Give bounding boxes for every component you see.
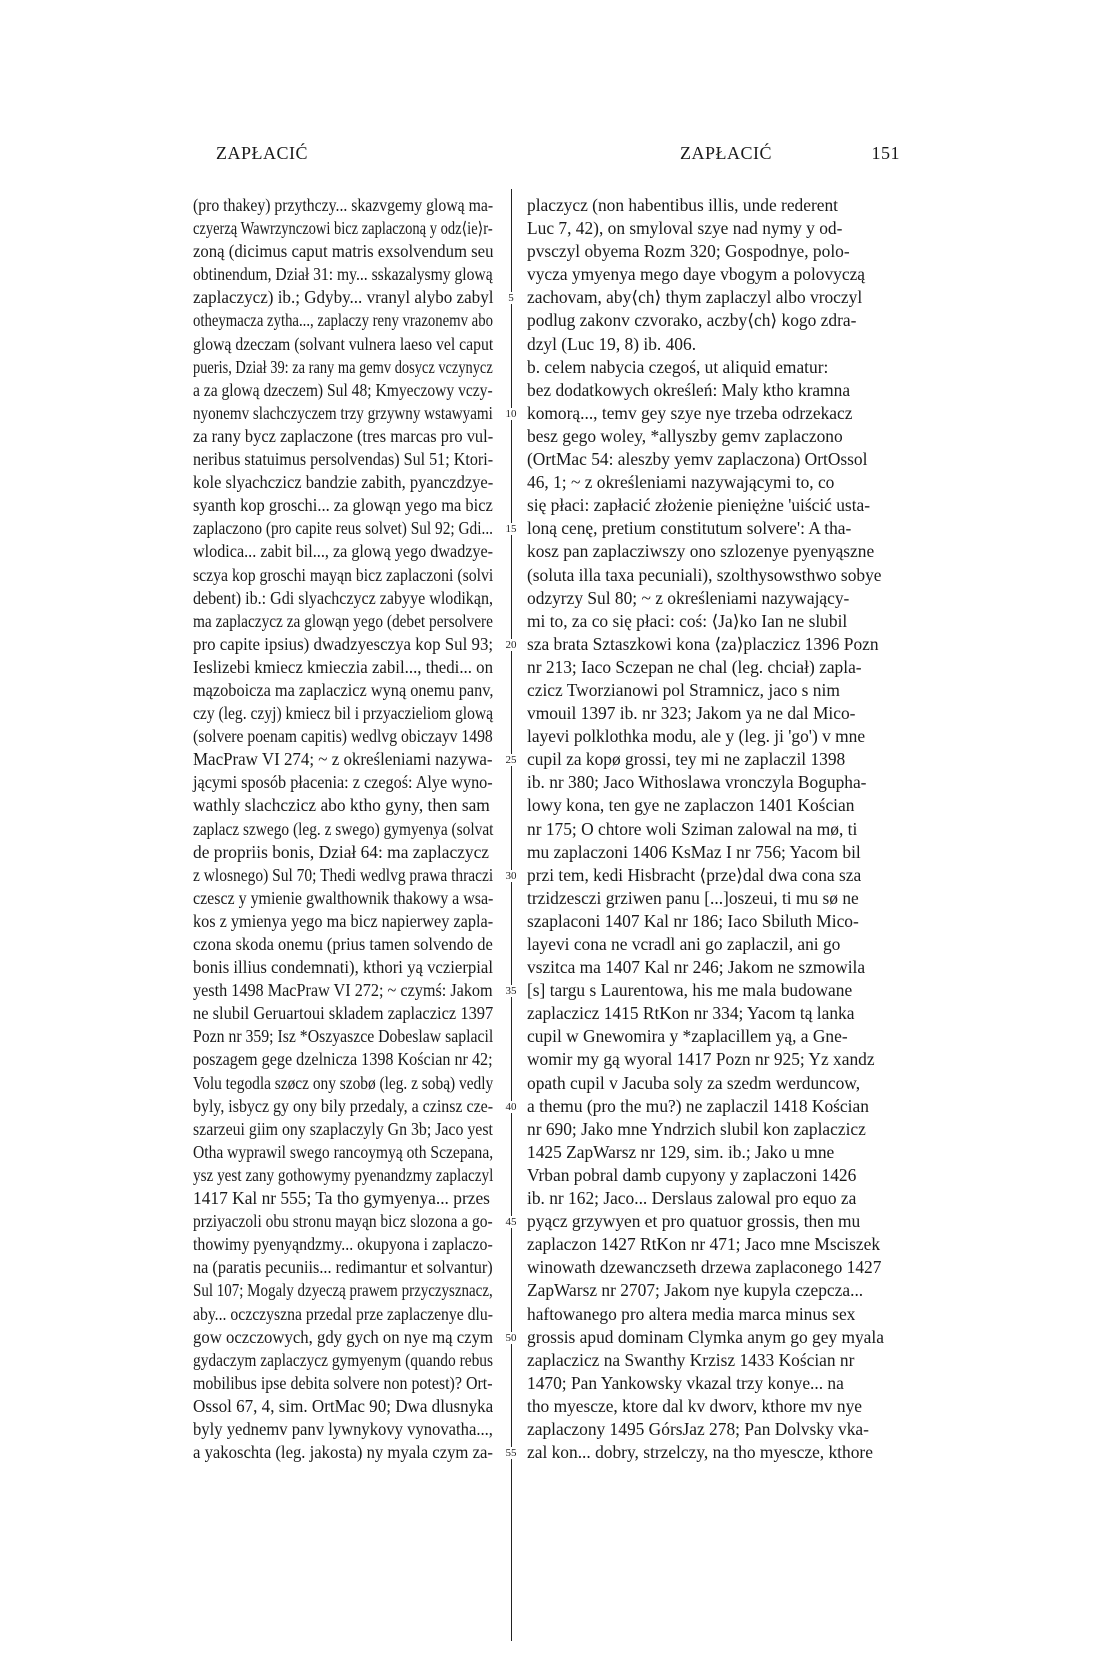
text-line: (solvere poenam capitis) wedlvg obiczayv 1498 bbox=[193, 726, 493, 747]
text-line: komorą..., temv gey szye nye trzeba odrzekacz bbox=[527, 402, 853, 423]
text-line: 1425 ZapWarsz nr 129, sim. ib.; Jako u mne bbox=[527, 1141, 835, 1162]
text-line: czona skoda onemu (prius tamen solvendo de bbox=[193, 934, 493, 954]
text-line: odzyrzy Sul 80; ~ z określeniami nazywający- bbox=[527, 587, 850, 608]
text-line: aby... oczczyszna przedal prze zaplaczenye dlu- bbox=[193, 1303, 493, 1324]
text-line: cupil za kopø grossi, tey mi ne zaplaczil 1398 bbox=[527, 749, 846, 770]
text-line: Otha wyprawil swego rancoymyą oth Sczepana, bbox=[193, 1141, 494, 1162]
text-line: besz gego woley, *allyszby gemv zaplaczono bbox=[527, 425, 843, 446]
running-head-left: ZAPŁACIĆ bbox=[215, 143, 308, 163]
text-line: ZapWarsz nr 2707; Jakom nye kupyla czepcza... bbox=[527, 1280, 864, 1301]
text-line: (pro thakey) przythczy... skazvgemy glową ma- bbox=[193, 195, 494, 215]
text-line: zaplaczycz) ib.; Gdyby... vranyl alybo zabyl bbox=[193, 287, 494, 308]
text-line: Pozn nr 359; Isz *Oszyaszce Dobeslaw saplacil bbox=[193, 1026, 494, 1047]
text-line: pueris, Dział 39: za rany ma gemv dosycz vczynycz bbox=[193, 356, 493, 377]
text-line: sczya kop groschi mayąn bicz zaplaczoni (solvi bbox=[193, 564, 494, 585]
text-line: winowath dzewanczseth drzewa zaplaconego 1427 bbox=[527, 1257, 882, 1278]
text-line: ne slubil Geruartoui skladem zaplaczicz 1397 bbox=[193, 1003, 494, 1024]
text-line: za rany bycz zaplaczone (tres marcas pro vul- bbox=[193, 425, 494, 446]
text-line: kole slyachczicz bandzie zabith, pyanczdzye- bbox=[193, 472, 494, 493]
text-line: tho myescze, ktore dal kv dworv, kthore mv nye bbox=[527, 1395, 862, 1416]
text-line: cupil w Gnewomira y *zaplacillem yą, a Gne- bbox=[527, 1026, 848, 1047]
text-line: mu zaplaczoni 1406 KsMaz I nr 756; Yacom bil bbox=[527, 841, 861, 862]
text-line: vmouil 1397 ib. nr 323; Jakom ya ne dal Mico- bbox=[527, 703, 856, 724]
text-line: bonis illius condemnati), kthori yą vczierpial bbox=[193, 957, 493, 978]
text-line: prziyaczoli obu stronu mayąn bicz slozona a go- bbox=[193, 1211, 493, 1232]
text-line: pvsczyl obyema Rozm 320; Gospodnye, polo- bbox=[527, 241, 850, 262]
text-line: syanth kop groschi... za glowąn yego ma bicz bbox=[193, 495, 493, 516]
text-line: Ossol 67, 4, sim. OrtMac 90; Dwa dlusnyka bbox=[193, 1395, 494, 1416]
text-line: neribus statuimus persolvendas) Sul 51; Ktori- bbox=[193, 449, 494, 470]
text-line: byly yednemv panv lywnykovy vynovatha..., bbox=[193, 1418, 493, 1439]
text-line: sza brata Sztaszkowi kona ⟨za⟩placzicz 1396 Pozn bbox=[527, 633, 879, 654]
text-line: trzidzesczi grziwen panu [...]oszeui, ti mu sø ne bbox=[527, 887, 859, 908]
text-line: czescz y ymienie gwalthownik thakowy a wsa- bbox=[193, 887, 494, 908]
text-line: kos z ymienya yego ma bicz napierwey zapla- bbox=[193, 910, 494, 931]
text-line: Luc 7, 42), on smyloval szye nad nymy y od- bbox=[527, 218, 843, 239]
text-line: zaplaczono (pro capite reus solvet) Sul 92; Gdi... bbox=[193, 518, 494, 539]
column-divider bbox=[511, 189, 512, 1641]
text-line: opath cupil v Jacuba soly za szedm werduncow, bbox=[527, 1072, 861, 1093]
text-line: a themu (pro the mu?) ne zaplaczil 1418 Kościan bbox=[527, 1095, 869, 1116]
text-line: podlug zakonv czvorako, aczby⟨ch⟩ kogo zdra- bbox=[527, 310, 857, 331]
text-line: loną cenę, pretium constitutum solvere': A tha- bbox=[527, 518, 852, 539]
text-line: b. celem nabycia czegoś, ut aliquid ematur: bbox=[527, 356, 829, 377]
line-number: 10 bbox=[500, 408, 522, 420]
text-line: zachovam, aby⟨ch⟩ thym zaplaczyl albo vroczyl bbox=[527, 287, 863, 308]
line-number: 15 bbox=[500, 523, 522, 535]
text-line: ib. nr 380; Jaco Withoslawa vronczyla Bogupha- bbox=[527, 772, 867, 793]
text-line: zaplaczicz 1415 RtKon nr 334; Yacom tą lanka bbox=[527, 1003, 855, 1024]
text-line: otheymacza zytha..., zaplaczy reny vrazonemv abo bbox=[193, 310, 493, 331]
text-line: Volu tegodla szøcz ony szobø (leg. z sobą) vedly bbox=[193, 1072, 494, 1093]
text-line: obtinendum, Dział 31: my... sskazalysmy glową bbox=[193, 264, 493, 285]
text-line: Sul 107; Mogaly dzyeczą prawem przyczysznacz, bbox=[193, 1280, 493, 1301]
text-line: pro capite ipsius) dwadzyesczya kop Sul 93; bbox=[193, 633, 494, 654]
left-column bbox=[193, 194, 493, 1464]
text-line: nr 213; Iaco Sczepan ne chal (leg. chciał) zapla- bbox=[527, 656, 862, 677]
text-line: grossis apud dominam Clymka anym go gey myala bbox=[527, 1326, 884, 1347]
right-column bbox=[527, 194, 898, 1464]
text-line: 46, 1; ~ z określeniami nazywającymi to, co bbox=[527, 472, 835, 493]
text-line: zoną (dicimus caput matris exsolvendum seu bbox=[193, 241, 494, 262]
text-line: nr 175; O chtore woli Sziman zalowal na mø, ti bbox=[527, 818, 858, 839]
line-number: 55 bbox=[500, 1447, 522, 1459]
text-line: nyonemv slachczyczem trzy grzywny wstawyami bbox=[193, 402, 493, 423]
text-line: a yakoschta (leg. jakosta) ny myala czym za- bbox=[193, 1442, 493, 1463]
text-line: dzyl (Luc 19, 8) ib. 406. bbox=[527, 333, 697, 354]
text-line: a za glową dzeczem) Sul 48; Kmyeczowy vczy- bbox=[193, 379, 493, 400]
text-line: poszagem gege dzelnicza 1398 Kościan nr 42; bbox=[193, 1049, 493, 1070]
running-head-right: ZAPŁACIĆ bbox=[679, 143, 772, 163]
text-line: bez dodatkowych określeń: Maly ktho kramna bbox=[527, 379, 851, 400]
text-line: 1470; Pan Yankowsky vkazal trzy konye... na bbox=[527, 1372, 844, 1393]
line-number: 20 bbox=[500, 639, 522, 651]
text-line: thowimy pyenyąndzmy... okupyona i zaplaczo- bbox=[193, 1234, 493, 1255]
text-line: mobilibus ipse debita solvere non potest)? Ort- bbox=[193, 1372, 493, 1393]
text-line: kosz pan zaplacziwszy ono szlozenye pyenyąszne bbox=[527, 541, 875, 562]
line-number: 5 bbox=[500, 292, 522, 304]
text-line: (OrtMac 54: aleszby yemv zaplaczona) OrtOssol bbox=[527, 449, 868, 470]
text-line: się płaci: zapłacić złożenie pieniężne 'uiścić usta- bbox=[527, 495, 871, 516]
text-line: gydaczym zaplaczycz gymyenym (quando rebus bbox=[193, 1349, 494, 1370]
text-line: byly, isbycz gy ony bily przedaly, a czinsz cze- bbox=[193, 1095, 494, 1116]
text-line: yesth 1498 MacPraw VI 272; ~ czymś: Jakom bbox=[193, 980, 493, 1001]
text-line: na (paratis pecuniis... redimantur et solvantur) bbox=[193, 1257, 493, 1278]
text-line: zaplacz szwego (leg. z swego) gymyenya (solvat bbox=[193, 818, 494, 839]
text-line: haftowanego pro altera media marca minus sex bbox=[527, 1303, 856, 1324]
text-line: placzycz (non habentibus illis, unde rederent bbox=[527, 195, 838, 215]
text-line: (soluta illa taxa pecuniali), szolthysowsthwo sobye bbox=[527, 564, 882, 585]
text-line: vszitca ma 1407 Kal nr 246; Jakom ne szmowila bbox=[527, 957, 866, 978]
text-line: ib. nr 162; Jaco... Derslaus zalowal pro equo za bbox=[527, 1188, 857, 1209]
text-line: mązoboicza ma zaplaczicz wyną onemu panv, bbox=[193, 679, 494, 700]
line-number: 30 bbox=[500, 870, 522, 882]
text-line: gow oczczowych, gdy gych on nye mą czym bbox=[193, 1326, 493, 1347]
text-line: womir my gą wyoral 1417 Pozn nr 925; Yz xandz bbox=[527, 1049, 875, 1070]
text-line: vycza ymyenya mego daye vbogym a polovyczą bbox=[527, 264, 866, 285]
text-line: czy (leg. czyj) kmiecz bil i przyaczieliom glową bbox=[193, 703, 494, 724]
line-number: 35 bbox=[500, 985, 522, 997]
text-line: lowy kona, ten gye ne zaplaczon 1401 Kościan bbox=[527, 795, 855, 816]
text-line: pyącz grzywyen et pro quatuor grossis, then mu bbox=[527, 1211, 861, 1232]
text-line: layevi cona ne vcradl ani go zaplaczil, ani go bbox=[527, 934, 841, 954]
text-line: mi to, za co się płaci: coś: ⟨Ja⟩ko Ian ne slubil bbox=[527, 610, 848, 631]
text-line: szaplaconi 1407 Kal nr 186; Iaco Sbiluth Mico- bbox=[527, 910, 859, 931]
text-line: 1417 Kal nr 555; Ta tho gymyenya... przes bbox=[193, 1188, 490, 1209]
text-line: Ieslizebi kmiecz kmieczia zabil..., thedi... on bbox=[193, 656, 494, 677]
text-line: [s] targu s Laurentowa, his me mala budowane bbox=[527, 980, 853, 1001]
text-line: czicz Tworzianowi pol Stramnicz, jaco s nim bbox=[527, 679, 840, 700]
text-line: nr 690; Jako mne Yndrzich slubil kon zaplaczicz bbox=[527, 1118, 866, 1139]
line-number: 25 bbox=[500, 754, 522, 766]
text-line: debent) ib.: Gdi slyachczycz zabyye wlodikąn, bbox=[193, 587, 494, 608]
text-line: ysz yest zany gothowymy pyenandzmy zaplaczyl bbox=[193, 1164, 494, 1185]
text-line: zaplaczicz na Swanthy Krzisz 1433 Kościan nr bbox=[527, 1349, 855, 1370]
text-line: MacPraw VI 274; ~ z określeniami nazywa- bbox=[193, 749, 493, 770]
text-line: szarzeui giim ony szaplaczyly Gn 3b; Jaco yest bbox=[193, 1118, 493, 1139]
text-line: layevi polklothka modu, ale y (leg. ji 'go') v mne bbox=[527, 726, 866, 747]
text-line: z wlosnego) Sul 70; Thedi wedlvg prawa thraczi bbox=[193, 864, 494, 885]
text-line: wlodica... zabit bil..., za glową yego dwadzye- bbox=[193, 541, 494, 562]
line-number: 40 bbox=[500, 1101, 522, 1113]
text-line: Vrban pobral damb cupyony y zaplaczoni 1426 bbox=[527, 1164, 857, 1185]
page-number: 151 bbox=[871, 143, 900, 163]
line-number: 45 bbox=[500, 1216, 522, 1228]
text-line: zaplaczony 1495 GórsJaz 278; Pan Dolvsky vka- bbox=[527, 1418, 869, 1439]
text-line: ma zaplaczycz za glowąn yego (debet persolvere bbox=[193, 610, 493, 631]
text-line: jącymi sposób płacenia: z czegoś: Alye wyno- bbox=[193, 772, 493, 793]
text-line: de propriis bonis, Dział 64: ma zaplaczycz bbox=[193, 841, 490, 862]
text-line: zal kon... dobry, strzelczy, na tho myescze, kthore bbox=[527, 1442, 873, 1463]
text-line: glową dzeczam (solvant vulnera laeso vel caput bbox=[193, 333, 494, 354]
text-line: czyerzą Wawrzynczowi bicz zaplaczoną y odz⟨ie⟩r- bbox=[193, 218, 493, 239]
line-number: 50 bbox=[500, 1332, 522, 1344]
text-line: wathly slachczicz abo ktho gyny, then sam bbox=[193, 795, 490, 816]
text-line: zaplaczon 1427 RtKon nr 471; Jaco mne Msciszek bbox=[527, 1234, 881, 1255]
text-line: przi tem, kedi Hisbracht ⟨prze⟩dal dwa cona sza bbox=[527, 864, 862, 885]
